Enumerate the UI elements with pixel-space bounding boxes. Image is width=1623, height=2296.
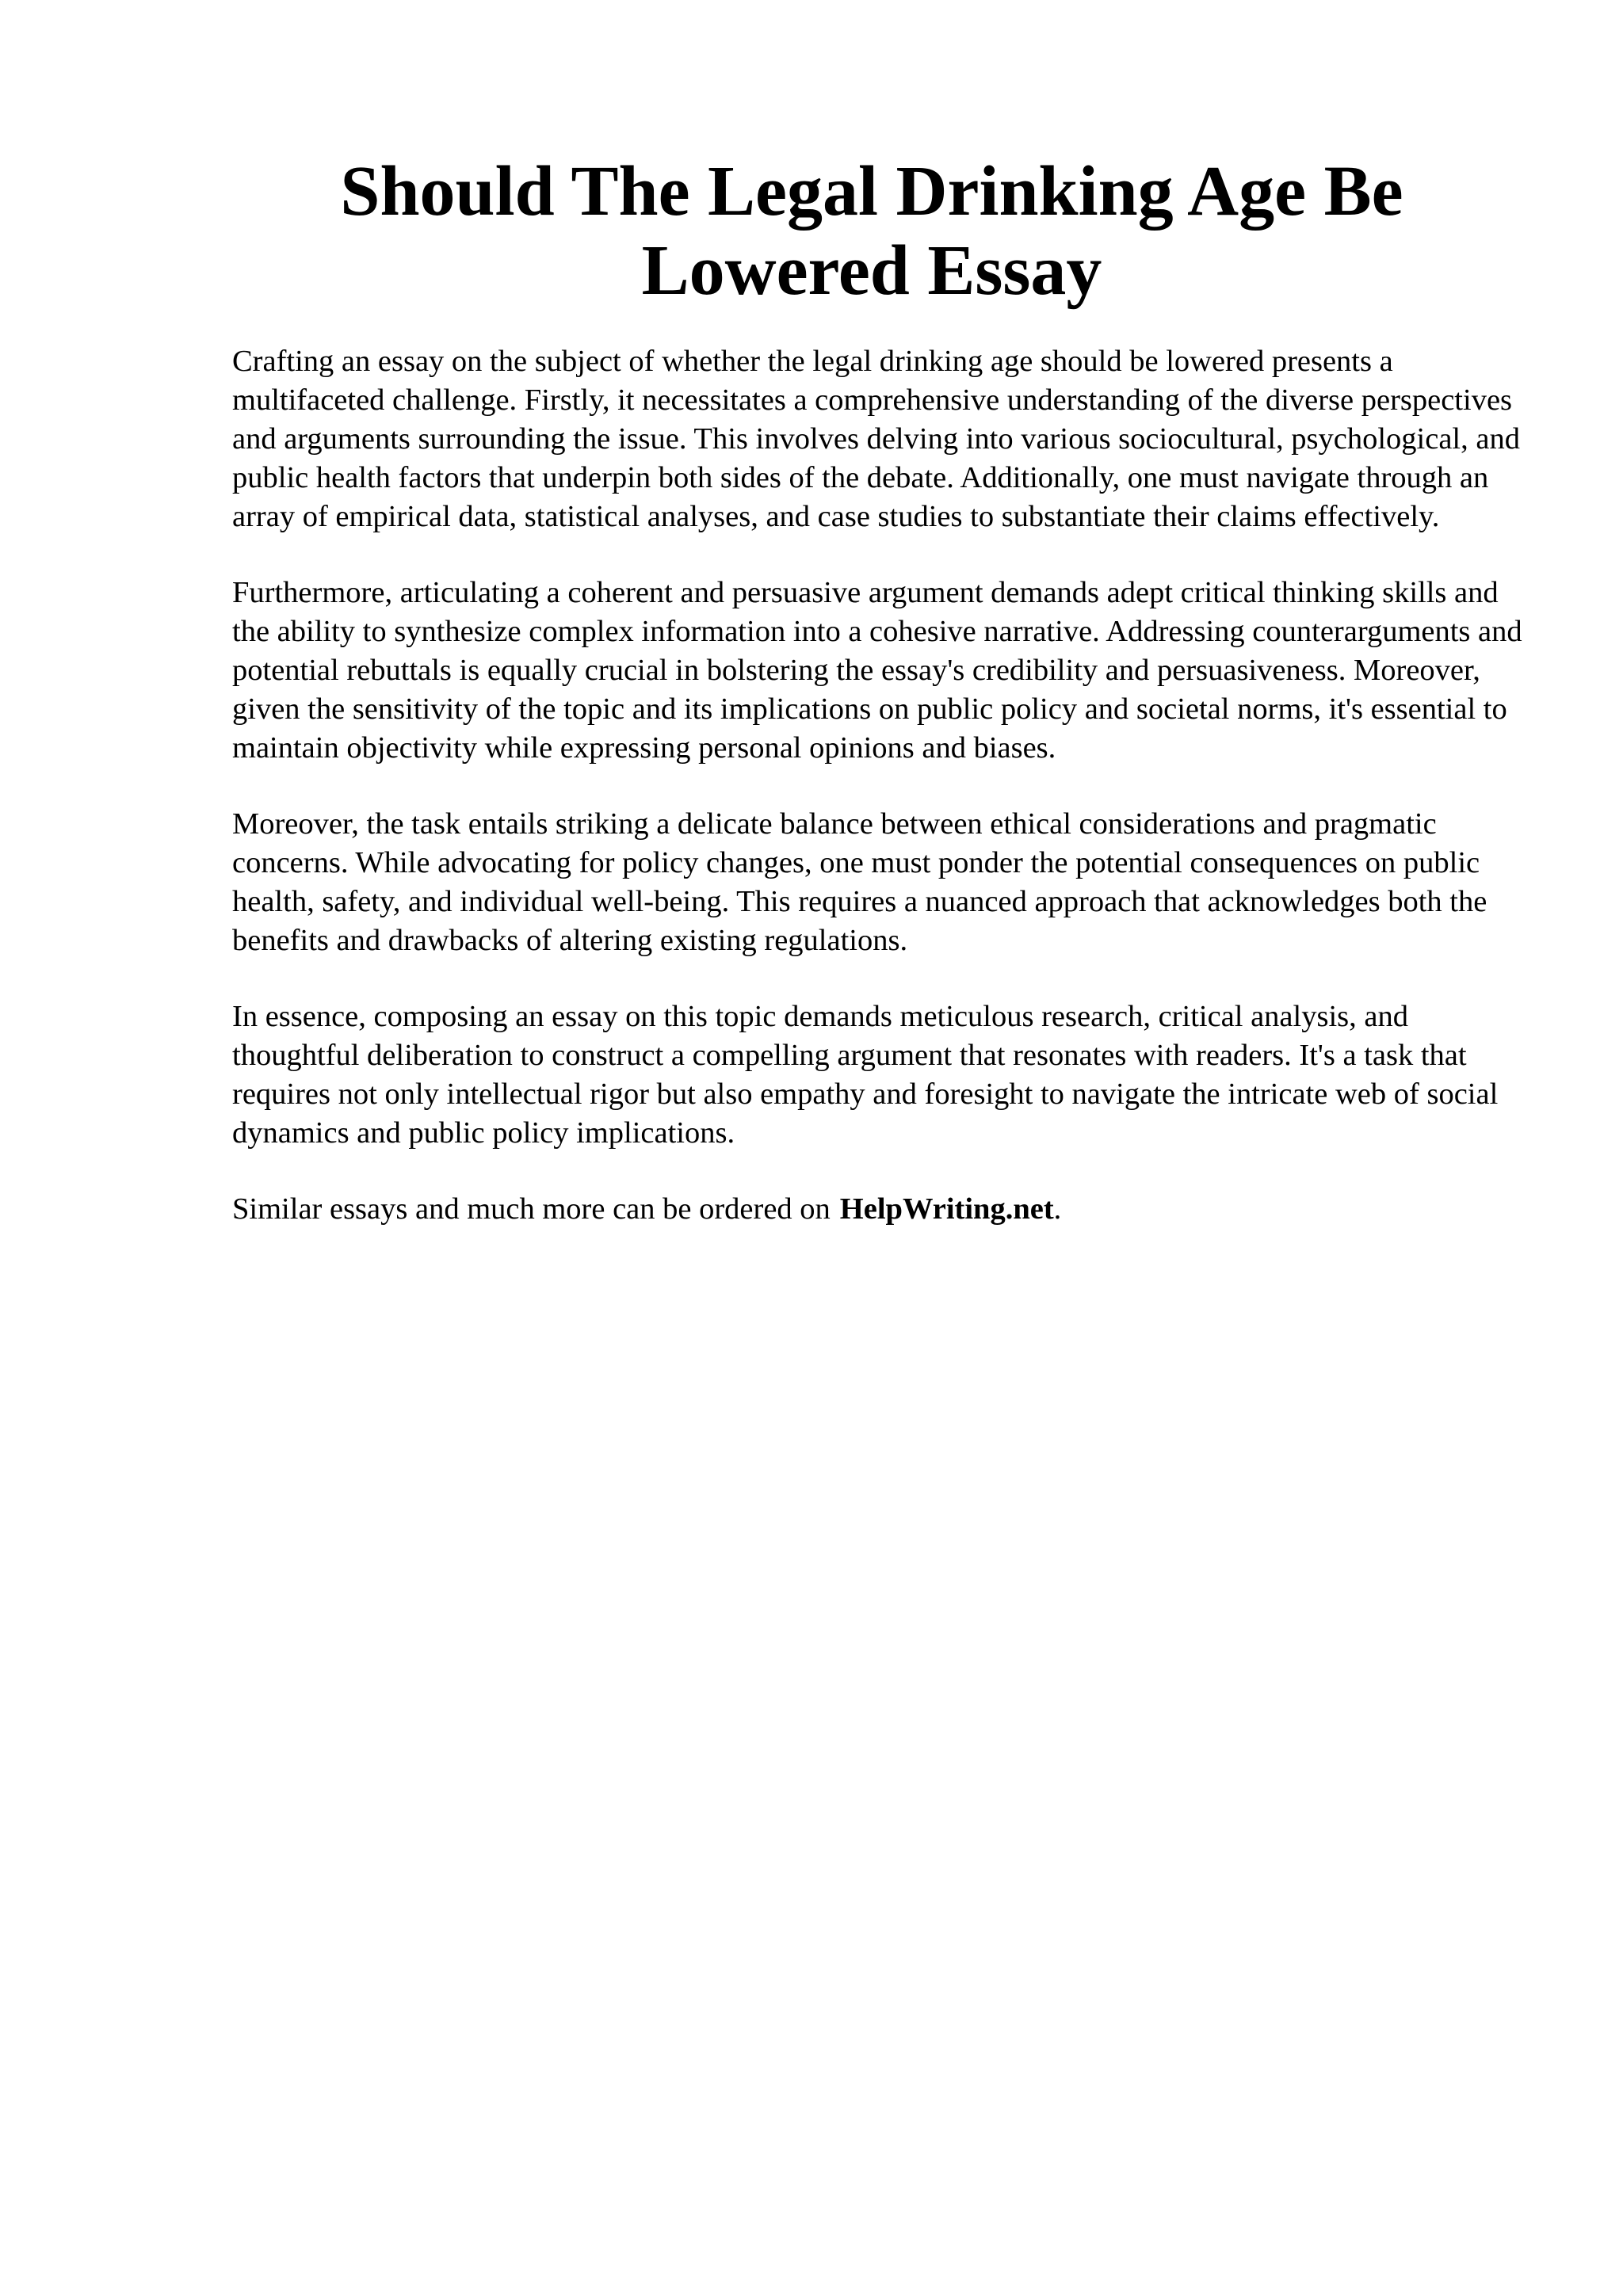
- paragraph-3: Moreover, the task entails striking a delicate balance between ethical considerations and pragmatic concerns. While advocating for policy changes, one must ponder the potential consequences on public health, safety, and individual well-being. This requires a nuanced approach that acknowledges both the benefits and drawbacks of altering existing regulations.: [232, 807, 1487, 957]
- closing-text: Similar essays and much more can be ordered on: [232, 1192, 831, 1226]
- essay-title: Should The Legal Drinking Age Be Lowered Essay: [340, 152, 1403, 310]
- helpwriting-link[interactable]: HelpWriting.net: [839, 1192, 1054, 1226]
- closing-line: [232, 1190, 1532, 1229]
- essay-body: [232, 342, 1532, 1266]
- paragraph-2: Furthermore, articulating a coherent and persuasive argument demands adept critical thinking skills and the ability to synthesize complex information into a cohesive narrative. Addressing counterarguments and potential rebuttals is equally crucial in bolstering the essay's credibility and persuasiveness. Moreover, given the sensitivity of the topic and its implications on public policy and societal norms, it's essential to maintain objectivity while expressing personal opinions and biases.: [232, 576, 1522, 765]
- paragraph-4: In essence, composing an essay on this topic demands meticulous research, critical analysis, and thoughtful deliberation to construct a compelling argument that resonates with readers. It's a task that requires not only intellectual rigor but also empathy and foresight to navigate the intricate web of social dynamics and public policy implications.: [232, 1000, 1499, 1150]
- paragraph-1: Crafting an essay on the subject of whether the legal drinking age should be lowered presents a multifaceted challenge. Firstly, it necessitates a comprehensive understanding of the diverse perspectives and arguments surrounding the issue. This involves delving into various sociocultural, psychological, and public health factors that underpin both sides of the debate. Additionally, one must navigate through an array of empirical data, statistical analyses, and case studies to substantiate their claims effectively.: [232, 345, 1520, 533]
- closing-period: .: [1053, 1192, 1062, 1226]
